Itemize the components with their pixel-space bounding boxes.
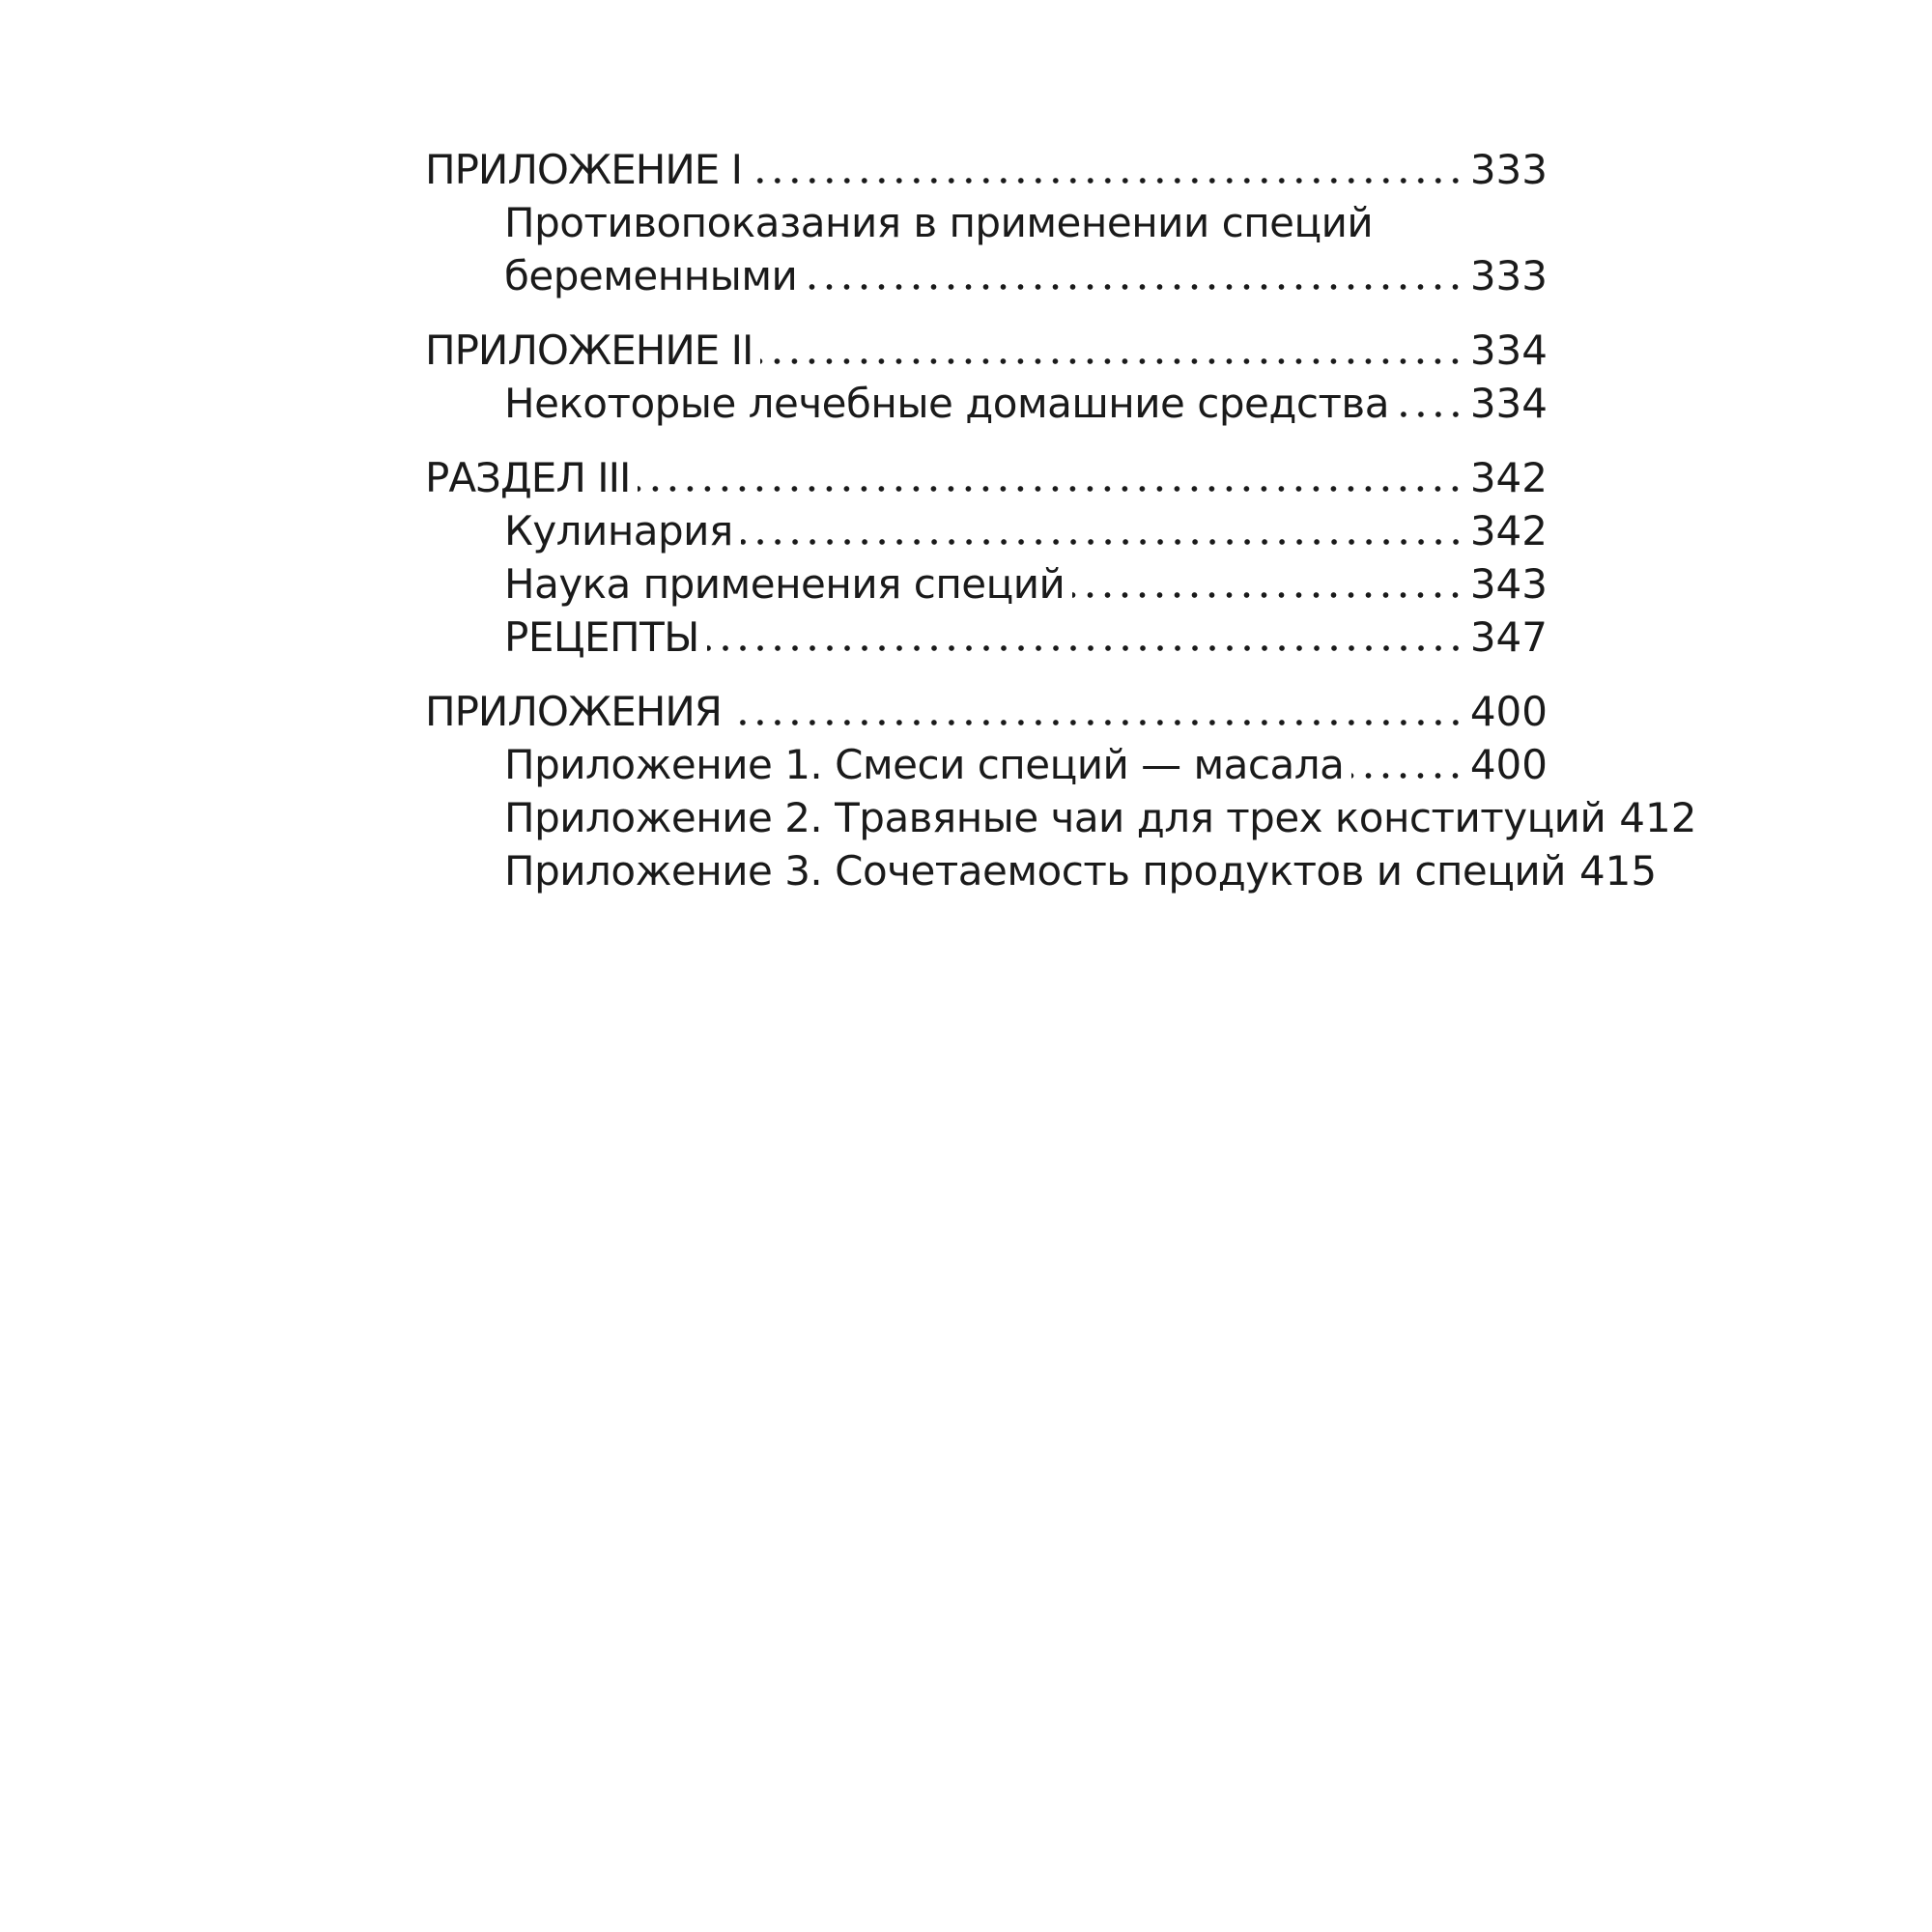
dot-leader: [729, 719, 1464, 726]
toc-subentry[interactable]: [425, 738, 1548, 791]
dot-leader: [760, 357, 1463, 365]
toc-subentry[interactable]: [425, 844, 1658, 897]
toc-subentry[interactable]: [425, 249, 1548, 302]
toc-subentry-page: 334: [1469, 380, 1548, 427]
toc-entry-title: ПРИЛОЖЕНИЯ: [425, 688, 722, 735]
toc-subentry-title: Приложение 1. Смеси специй — масала: [504, 741, 1345, 788]
toc-subentry-title: Кулинария: [504, 507, 733, 554]
toc-group-section-3: [425, 451, 1548, 664]
toc-entry-page: 334: [1469, 327, 1548, 374]
toc-subentry-page: 347: [1469, 613, 1548, 661]
table-of-contents: [425, 143, 1697, 919]
toc-subentry-page: 333: [1469, 252, 1548, 299]
toc-entry[interactable]: [425, 685, 1548, 738]
dot-leader: [741, 538, 1464, 546]
toc-subentry-page: 415: [1578, 847, 1658, 895]
toc-subentry-title-line[interactable]: Противопоказания в применении специй: [504, 199, 1374, 246]
toc-group-appendix-2: [425, 324, 1548, 430]
toc-subentry[interactable]: [425, 611, 1548, 664]
toc-subentry[interactable]: [425, 557, 1548, 611]
toc-subentry[interactable]: [425, 791, 1697, 844]
toc-subentry[interactable]: [425, 377, 1548, 430]
dot-leader: [1351, 772, 1464, 780]
dot-leader: [750, 177, 1464, 185]
toc-subentry[interactable]: [425, 504, 1548, 557]
toc-subentry-page: 400: [1469, 741, 1548, 788]
toc-subentry-title: Некоторые лечебные домашние средства: [504, 380, 1389, 427]
toc-entry[interactable]: [425, 324, 1548, 377]
dot-leader: [805, 283, 1464, 291]
toc-entry-title: ПРИЛОЖЕНИЕ II: [425, 327, 753, 374]
dot-leader: [1397, 411, 1464, 418]
toc-subentry-title: РЕЦЕПТЫ: [504, 613, 699, 661]
toc-subentry-page: 412: [1619, 794, 1697, 841]
toc-entry-title: ПРИЛОЖЕНИЕ I: [425, 146, 743, 193]
toc-entry[interactable]: [425, 143, 1548, 196]
dot-leader: [638, 485, 1463, 493]
toc-subentry-page: 343: [1469, 560, 1548, 608]
toc-group-appendix-1: [425, 143, 1548, 302]
toc-entry-page: 400: [1469, 688, 1548, 735]
toc-group-appendices: [425, 685, 1697, 897]
dot-leader: [707, 644, 1464, 652]
toc-subentry-page: 342: [1469, 507, 1548, 554]
toc-subentry-title: Приложение 3. Сочетаемость продуктов и специй: [504, 847, 1566, 895]
toc-subentry-title: Приложение 2. Травяные чаи для трех конституций: [504, 794, 1606, 841]
toc-subentry-title: Наука применения специй: [504, 560, 1065, 608]
toc-entry-page: 342: [1469, 454, 1548, 501]
toc-entry-page: 333: [1469, 146, 1548, 193]
toc-entry[interactable]: [425, 451, 1548, 504]
toc-subentry-title: беременными: [504, 252, 798, 299]
dot-leader: [1072, 591, 1464, 599]
toc-entry-title: РАЗДЕЛ III: [425, 454, 631, 501]
